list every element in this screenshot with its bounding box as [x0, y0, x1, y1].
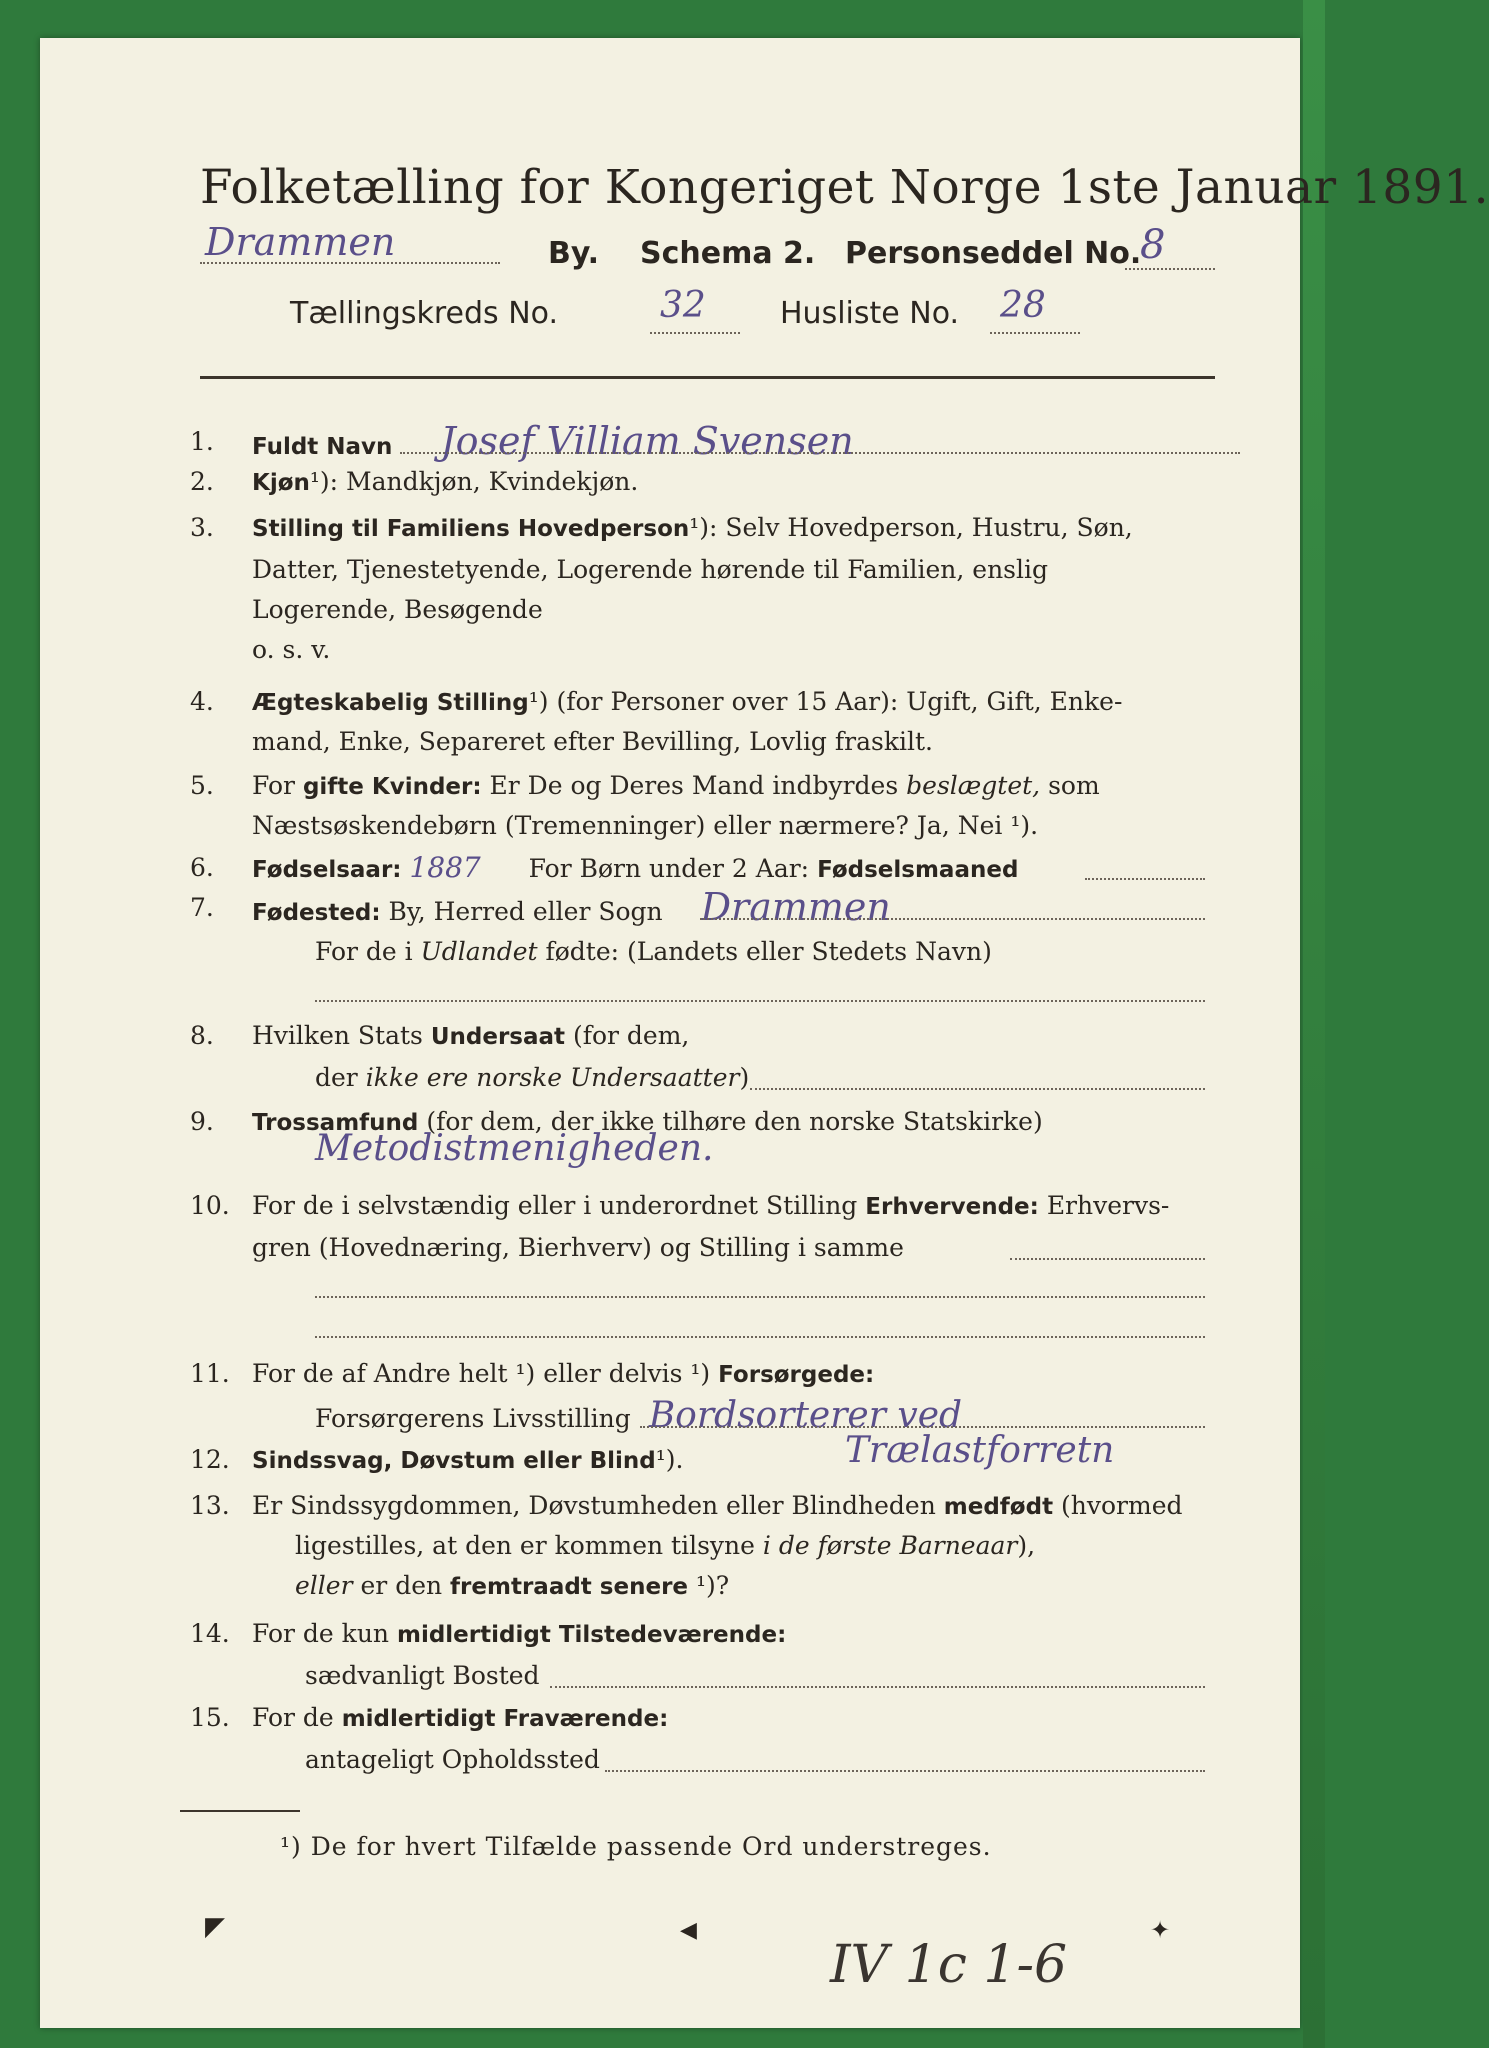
- item-text: Hvilken Stats: [252, 1021, 423, 1050]
- item-italic: Udlandet: [420, 937, 538, 966]
- item-label: midlertidigt Fraværende:: [341, 1706, 669, 1732]
- item-number: 7.: [190, 893, 214, 922]
- birth-year-answer: 1887: [409, 851, 481, 884]
- item-label: gifte Kvinder:: [302, 774, 482, 800]
- arrow-mark-icon: ◀: [680, 1918, 697, 1943]
- item-options: o. s. v.: [252, 635, 331, 664]
- occupation-dotted-line: [1010, 1258, 1205, 1260]
- item-options: (for Personer over 15 Aar): Ugift, Gift, Enke-: [556, 687, 1123, 716]
- item-label: Fødested:: [252, 900, 381, 926]
- item-number: 12.: [190, 1445, 230, 1474]
- item-label: Undersaat: [430, 1024, 566, 1050]
- item-number: 15.: [190, 1703, 230, 1732]
- footnote-rule: [180, 1810, 300, 1812]
- item-label: Trossamfund: [252, 1110, 419, 1136]
- item-text: ): [739, 1063, 750, 1092]
- item-options: Datter, Tjenestetyende, Logerende hørende til Familien, enslig: [252, 555, 1049, 584]
- item-label: Sindssvag, Døvstum eller Blind: [252, 1448, 656, 1474]
- religion-answer: Metodistmenigheden.: [315, 1128, 714, 1169]
- abroad-dotted-line: [605, 1770, 1205, 1772]
- citizenship-dotted-line: [750, 1088, 1205, 1090]
- occupation-dotted-line-3: [315, 1336, 1205, 1338]
- residence-dotted-line: [550, 1686, 1205, 1688]
- item-text: ),: [1017, 1531, 1036, 1560]
- arrow-mark-icon: ◤: [205, 1912, 225, 1942]
- item-text: antageligt Opholdssted: [305, 1745, 600, 1774]
- provider-occupation-answer-2: Trælastforretn: [845, 1430, 1115, 1471]
- item-text: For de af Andre helt ¹) eller delvis ¹): [252, 1359, 711, 1388]
- husliste-number: 28: [1000, 285, 1046, 326]
- item-text: Forsørgerens Livsstilling: [315, 1404, 631, 1433]
- item-number: 5.: [190, 771, 214, 800]
- footnote-ref: ¹):: [309, 467, 339, 496]
- item-text: er den: [360, 1571, 443, 1600]
- item-options: Selv Hovedperson, Hustru, Søn,: [725, 513, 1133, 542]
- name-dotted-line: [400, 452, 1240, 454]
- item-number: 9.: [190, 1107, 214, 1136]
- item-label: Fødselsmaaned: [817, 857, 1019, 883]
- item-label: Stilling til Familiens Hovedperson: [252, 516, 690, 542]
- item-text: (for dem, der ikke tilhøre den norske Statskirke): [426, 1107, 1043, 1136]
- item-italic: ikke ere norske Undersaatter: [365, 1063, 740, 1092]
- item-number: 14.: [190, 1619, 230, 1648]
- item-text: (hvormed: [1061, 1491, 1183, 1520]
- schema-label: Schema 2.: [640, 236, 816, 271]
- item-italic: i de første Barneaar: [762, 1531, 1018, 1560]
- personseddel-dotted-line: [1125, 268, 1215, 270]
- personseddel-number: 8: [1140, 222, 1166, 268]
- item-number: 4.: [190, 687, 214, 716]
- by-label: By.: [548, 236, 600, 271]
- item-text: (for dem,: [572, 1021, 690, 1050]
- provider-dotted-line: [640, 1426, 1205, 1428]
- archive-mark: IV 1c 1-6: [830, 1935, 1068, 1995]
- header-rule: [200, 376, 1215, 379]
- footnote-ref: ¹).: [655, 1445, 684, 1474]
- item-text: For: [252, 771, 295, 800]
- item-number: 10.: [190, 1191, 230, 1220]
- item-text: sædvanligt Bosted: [305, 1661, 540, 1690]
- item-options: mand, Enke, Separeret efter Bevilling, Lovlig fraskilt.: [252, 727, 933, 756]
- personseddel-label: Personseddel No.: [845, 236, 1142, 271]
- item-text: ligestilles, at den er kommen tilsyne: [295, 1531, 755, 1560]
- kreds-dotted-line: [650, 332, 740, 334]
- item-label: Erhvervende:: [865, 1194, 1039, 1220]
- husliste-dotted-line: [990, 332, 1080, 334]
- item-number: 13.: [190, 1491, 230, 1520]
- item-text: For Børn under 2 Aar:: [528, 854, 810, 883]
- by-dotted-line: [200, 262, 500, 264]
- item-text: som: [1048, 771, 1100, 800]
- item-text: der: [315, 1063, 358, 1092]
- item-number: 11.: [190, 1359, 230, 1388]
- birthplace-dotted-line: [700, 918, 1205, 920]
- birthplace-answer: Drammen: [700, 885, 891, 929]
- form-title: Folketælling for Kongeriget Norge 1ste Januar 1891.: [200, 160, 1489, 215]
- item-italic: eller: [295, 1571, 353, 1600]
- item-number: 8.: [190, 1021, 214, 1050]
- item-italic: beslægtet,: [906, 771, 1041, 800]
- item-text: fødte: (Landets eller Stedets Navn): [545, 937, 992, 966]
- occupation-dotted-line-2: [315, 1296, 1205, 1298]
- footnote-ref: ¹):: [689, 513, 718, 542]
- item-text: Er Sindssygdommen, Døvstumheden eller Blindheden: [252, 1491, 936, 1520]
- kreds-number: 32: [660, 285, 706, 326]
- kreds-label: Tællingskreds No.: [290, 296, 558, 331]
- item-label: midlertidigt Tilstedeværende:: [396, 1622, 787, 1648]
- husliste-label: Husliste No.: [780, 296, 960, 331]
- provider-occupation-answer: Bordsorterer ved: [648, 1395, 963, 1436]
- item-label: fremtraadt senere: [450, 1574, 689, 1600]
- item-options: Logerende, Besøgende: [252, 595, 543, 624]
- name-answer: Josef Villiam Svensen: [440, 419, 854, 463]
- item-text: gren (Hovednæring, Bierhverv) og Stilling i samme: [252, 1233, 904, 1262]
- item-number: 2.: [190, 467, 214, 496]
- scanner-edge-strip: [1303, 0, 1325, 2048]
- footnote: ¹) De for hvert Tilfælde passende Ord understreges.: [280, 1832, 992, 1861]
- item-options: Mandkjøn, Kvindekjøn.: [346, 467, 639, 496]
- item-text: Er De og Deres Mand indbyrdes: [489, 771, 899, 800]
- item-text: Erhvervs-: [1046, 1191, 1170, 1220]
- arrow-mark-icon: ✦: [1150, 1916, 1171, 1944]
- item-label: Fuldt Navn: [252, 434, 393, 460]
- foreign-dotted-line: [315, 1000, 1205, 1002]
- item-options: Næstsøskendebørn (Tremenninger) eller nærmere? Ja, Nei ¹).: [252, 811, 1039, 840]
- item-number: 3.: [190, 513, 214, 542]
- item-text: For de i: [315, 937, 413, 966]
- item-text: For de: [252, 1703, 334, 1732]
- item-label: medfødt: [943, 1494, 1054, 1520]
- by-handwritten: Drammen: [205, 220, 396, 264]
- item-label: Fødselsaar:: [252, 857, 402, 883]
- item-label: Kjøn: [252, 470, 310, 496]
- month-dotted-line: [1085, 878, 1205, 880]
- item-text: ¹)?: [695, 1571, 730, 1600]
- item-text: By, Herred eller Sogn: [388, 897, 663, 926]
- item-label: Ægteskabelig Stilling: [252, 690, 529, 716]
- item-label: Forsørgede:: [718, 1362, 875, 1388]
- footnote-ref: ¹): [528, 687, 549, 716]
- item-number: 1.: [190, 427, 214, 456]
- item-text: For de i selvstændig eller i underordnet Stilling: [252, 1191, 858, 1220]
- item-text: For de kun: [252, 1619, 390, 1648]
- item-number: 6.: [190, 853, 214, 882]
